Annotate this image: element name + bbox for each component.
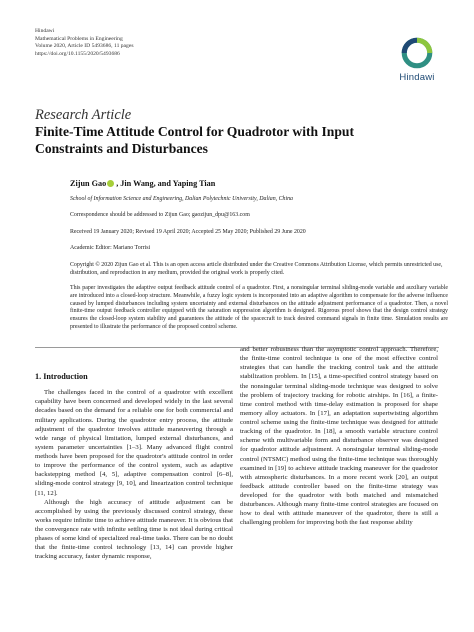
left-column	[35, 372, 233, 562]
right-column	[240, 345, 438, 528]
correspondence: Correspondence should be addressed to Zijun Gao; gaozijun_dpu@163.com	[70, 212, 250, 218]
hindawi-logo-icon	[400, 36, 434, 70]
article-type: Research Article	[35, 107, 132, 123]
body-paragraph: and better robustness than the asymptotic control approach. Therefore, the finite-time control technique is one of the most effective control strategies that can handle the tracking control task and the attitude stabilization problem. In [15], a time-specified control strategy based on the nonsingular terminal sliding-mode technique was designed to solve the problem of trajectory tracking for robotic airships. In [16], a finite-time control method with time-delay estimation is proposed for shape memory alloy actuators. In [17], an adaptation supertwisting algorithm control scheme using the finite-time technique was designed for attitude tracking of the quadrotor. In [18], a smooth variable structure control scheme with multivariable form and disturbance observer was designed for quadrotor attitude adjustment. A nonsingular terminal sliding-mode control (NTSMC) method using the finite-time technique was thoroughly examined in [19] to achieve attitude tracking maneuver for the quadrotor with atmospheric disturbances. In a more recent work [20], an output feedback attitude controller based on the finite-time strategy was developed for the quadrotor with both matched and mismatched disturbances. Although many finite-time control strategies are focused on how to deal with attitude maneuver of the quadrotor, there is still a challenging problem for improving both the fast response ability	[240, 346, 438, 527]
body-paragraph: Although the high accuracy of attitude adjustment can be accomplished by using the previously discussed control strategy, these works require infinite time to achieve attitude maneuver. It is obvious that the convergence rate with infinite settling time is not ideal during critical phases of some kind of specialized real-time tasks. There can be no doubt that the finite-time control technology [13, 14] can provide higher tracking accuracy, faster dynamic response,	[35, 498, 233, 561]
publisher-name: Hindawi	[35, 28, 55, 34]
hindawi-logo	[393, 36, 441, 88]
body-paragraph: The challenges faced in the control of a quadrotor with excellent capability have been concerned and developed widely in the last several decades based on the demand for a reliable one for both commercial and military applications. During the quadrotor entry process, the attitude adjustment of the quadrotor involves attitude maneuvering through a wide range of physical limitation, lumped external disturbances, and system parameter uncertainties [1–3]. Many advanced flight control methods have been proposed for the quadrotor's attitude control in order to improve the performance of the control system, such as adaptive backstepping method [4, 5], adaptive compensation control [6–8], sliding-mode control strategy [9, 10], and linearization control technique [11, 12].	[35, 389, 233, 497]
author-list	[70, 179, 430, 188]
first-author[interactable]: Zijun Gao	[70, 179, 107, 188]
doi-link[interactable]: https://doi.org/10.1155/2020/5493686	[35, 50, 120, 57]
article-title: Finite-Time Attitude Control for Quadrotor with Input Constraints and Disturbances	[35, 124, 354, 156]
abstract: This paper investigates the adaptive output feedback attitude control of a quadrotor. First, a nonsingular terminal sliding-mode variable and auxiliary variable are introduced into a closed-loop structure. Meanwhile, a fuzzy logic system is incorporated into an adaptive algorithm to compensate for the adverse influence caused by lumped disturbances including system uncertainty and external disturbances on the attitude adjustment performance of a quadrotor. Then, a novel finite-time output feedback controller equipped with the saturation suppression algorithm is designed. Rigorous proof shows that the design control strategy ensures the closed-loop system stability and guarantees the attitude of the spacecraft to track desired command signals in finite time. Simulation results are presented to illustrate the performance of the proposed control scheme.	[70, 285, 448, 330]
volume-info: Volume 2020, Article ID 5493686, 11 pages	[35, 43, 134, 50]
section-heading: 1. Introduction	[35, 372, 88, 381]
other-authors[interactable]: , Jin Wang, and Yaping Tian	[116, 179, 216, 188]
academic-editor: Academic Editor: Mariano Torrisi	[70, 245, 151, 251]
publication-history: Received 19 January 2020; Revised 19 April 2020; Accepted 25 May 2020; Published 29 June 2020	[70, 229, 306, 235]
orcid-icon[interactable]	[107, 180, 114, 187]
copyright-notice: Copyright © 2020 Zijun Gao et al. This is an open access article distributed under the Creative Commons Attribution License, which permits unrestricted use, distribution, and reproduction in any medium, provided the original work is properly cited.	[70, 262, 443, 276]
affiliation: School of Information Science and Engineering, Dalian Polytechnic University, Dalian, China	[70, 196, 293, 202]
journal-metadata	[35, 28, 295, 58]
logo-text: Hindawi	[399, 72, 435, 83]
journal-name: Mathematical Problems in Engineering	[35, 35, 123, 42]
